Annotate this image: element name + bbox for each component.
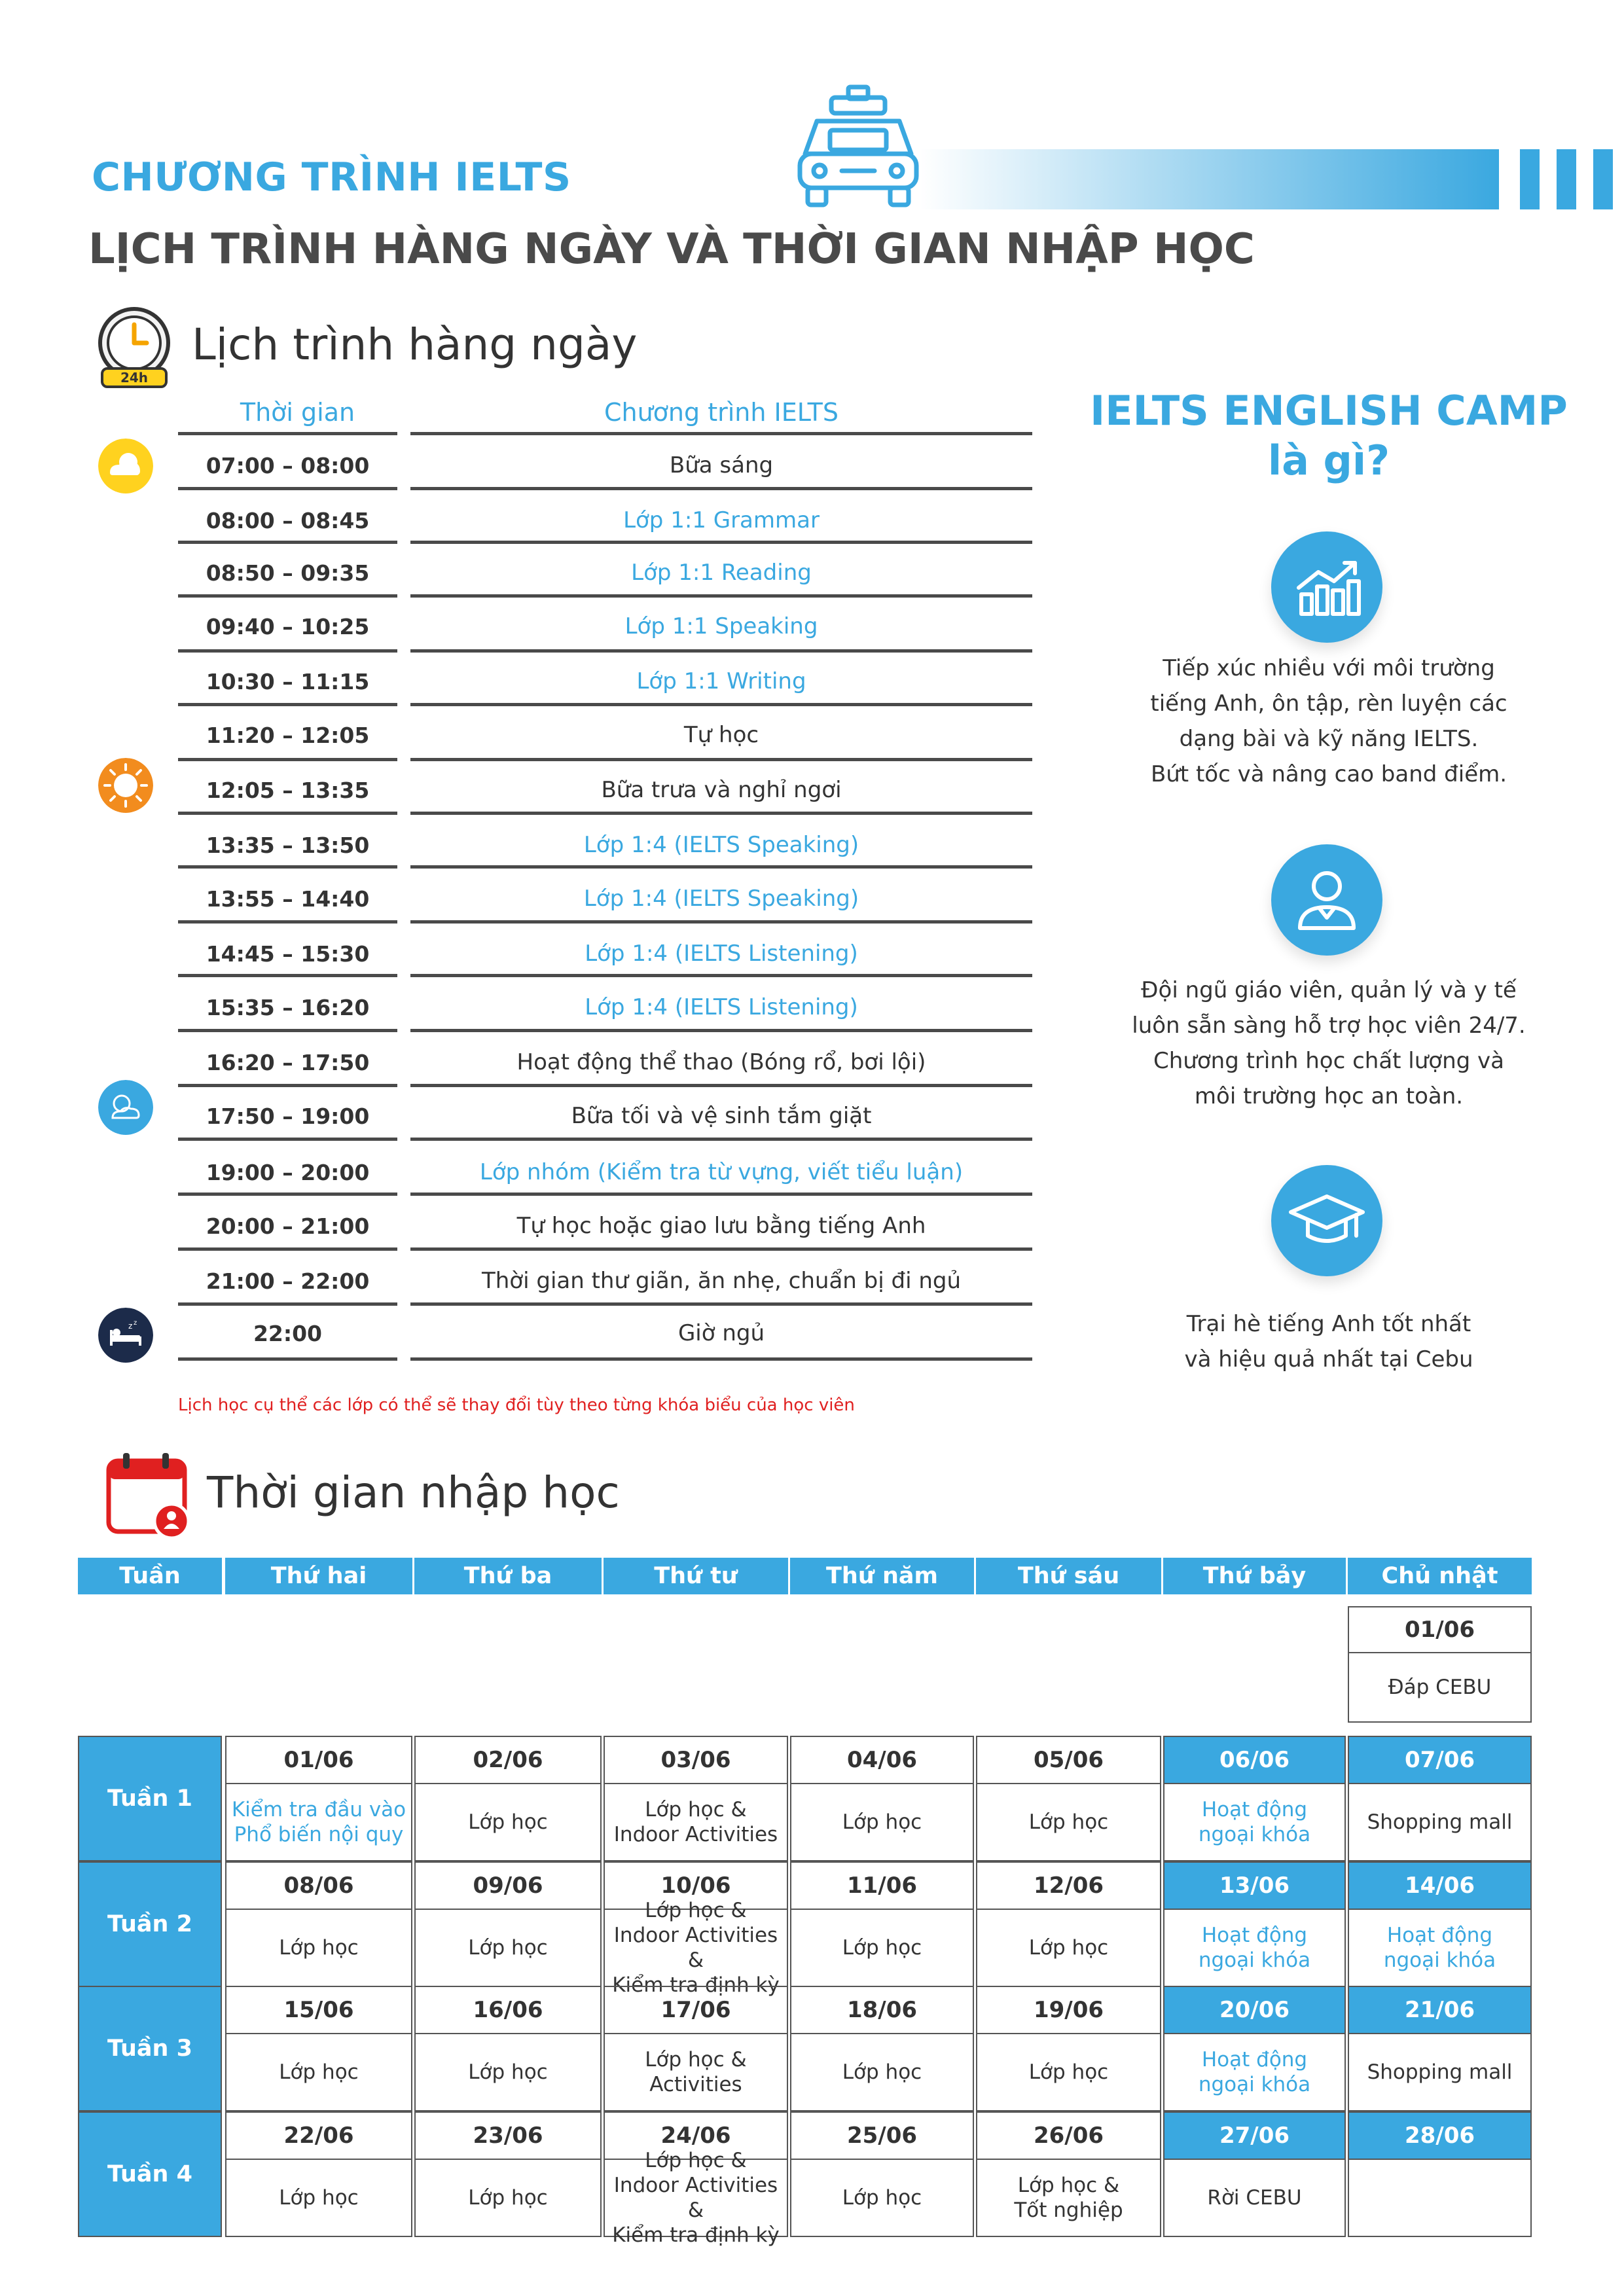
schedule-time: 22:00 bbox=[253, 1320, 323, 1346]
schedule-time: 14:45 – 15:30 bbox=[206, 941, 370, 967]
schedule-separator bbox=[178, 1138, 397, 1141]
feature-circle bbox=[1271, 844, 1382, 956]
camp-title-line1: IELTS ENGLISH CAMP bbox=[1090, 387, 1568, 435]
schedule-separator bbox=[410, 1302, 1032, 1306]
calendar-activity bbox=[790, 2159, 974, 2237]
calendar-date: 18/06 bbox=[790, 1986, 974, 2034]
calendar-date: 04/06 bbox=[790, 1736, 974, 1784]
calendar-cell-line: Lớp học bbox=[468, 2186, 548, 2210]
schedule-separator bbox=[410, 920, 1032, 924]
calendar-activity bbox=[225, 1909, 412, 1987]
calendar-cell-line: Kiểm tra định kỳ bbox=[612, 2223, 780, 2247]
calendar-activity bbox=[1348, 2159, 1532, 2237]
schedule-activity: Lớp 1:4 (IELTS Listening) bbox=[585, 941, 858, 967]
calendar-cell-line: Lớp học bbox=[842, 2186, 922, 2210]
calendar-cell-line: Lớp học bbox=[1028, 2060, 1109, 2084]
header-accent-bar bbox=[1520, 149, 1540, 209]
week-label: Tuần 4 bbox=[78, 2111, 222, 2237]
calendar-date: 26/06 bbox=[976, 2111, 1161, 2160]
calendar-date: 23/06 bbox=[414, 2111, 602, 2160]
schedule-time: 17:50 – 19:00 bbox=[206, 1103, 370, 1129]
schedule-activity: Lớp 1:4 (IELTS Speaking) bbox=[583, 832, 859, 858]
sleep-bed-icon bbox=[98, 1308, 153, 1363]
calendar-cell-line: Lớp học bbox=[842, 1936, 922, 1960]
calendar-date: 24/06 bbox=[604, 2111, 788, 2160]
calendar-activity bbox=[1163, 2033, 1346, 2111]
feature-circle bbox=[1271, 531, 1382, 643]
schedule-separator bbox=[410, 541, 1032, 544]
schedule-time: 07:00 – 08:00 bbox=[206, 452, 370, 478]
feature-circle bbox=[1271, 1165, 1382, 1276]
calendar-cell-line: Lớp học & bbox=[645, 2149, 747, 2172]
schedule-separator bbox=[178, 812, 397, 815]
schedule-separator bbox=[410, 812, 1032, 815]
calendar-cell-line: Lớp học bbox=[1028, 1810, 1109, 1834]
schedule-activity: Tự học hoặc giao lưu bằng tiếng Anh bbox=[516, 1213, 926, 1239]
schedule-time: 21:00 – 22:00 bbox=[206, 1268, 370, 1294]
calendar-date: 10/06 bbox=[604, 1861, 788, 1910]
schedule-activity: Giờ ngủ bbox=[677, 1320, 765, 1346]
calendar-date: 20/06 bbox=[1163, 1986, 1346, 2034]
calendar-cell-line: Activities bbox=[649, 2073, 742, 2096]
calendar-date: 17/06 bbox=[604, 1986, 788, 2034]
schedule-time: 08:00 – 08:45 bbox=[206, 507, 370, 533]
calendar-activity bbox=[976, 2033, 1161, 2111]
calendar-activity bbox=[1348, 2033, 1532, 2111]
schedule-separator bbox=[178, 541, 397, 544]
schedule-col-time: Thời gian bbox=[240, 398, 355, 427]
calendar-date: 05/06 bbox=[976, 1736, 1161, 1784]
feature-text-3: Trại hè tiếng Anh tốt nhất và hiệu quả nhất tại Cebu bbox=[1184, 1311, 1473, 1372]
calendar-cell-line: Lớp học bbox=[842, 1810, 922, 1834]
schedule-separator bbox=[178, 758, 397, 761]
calendar-date: 07/06 bbox=[1348, 1736, 1532, 1784]
schedule-separator bbox=[410, 758, 1032, 761]
calendar-date: 06/06 bbox=[1163, 1736, 1346, 1784]
schedule-separator bbox=[410, 1357, 1032, 1361]
program-kicker: CHƯƠNG TRÌNH IELTS bbox=[92, 154, 571, 200]
calendar-activity bbox=[790, 1909, 974, 1987]
calendar-header-6: Thứ bảy bbox=[1163, 1558, 1346, 1594]
calendar-activity bbox=[604, 2033, 788, 2111]
calendar-activity bbox=[1163, 1783, 1346, 1861]
calendar-activity bbox=[976, 1909, 1161, 1987]
teacher-icon bbox=[1271, 844, 1382, 956]
calendar-activity bbox=[414, 1909, 602, 1987]
calendar-activity bbox=[604, 1899, 788, 1997]
schedule-separator bbox=[178, 865, 397, 869]
calendar-activity bbox=[225, 2159, 412, 2237]
calendar-date: 03/06 bbox=[604, 1736, 788, 1784]
schedule-separator bbox=[410, 1247, 1032, 1251]
schedule-separator bbox=[178, 1357, 397, 1361]
header-accent-bar bbox=[1593, 149, 1613, 209]
schedule-activity: Lớp 1:1 Writing bbox=[636, 668, 806, 694]
svg-text:z: z bbox=[134, 1319, 137, 1327]
calendar-cell-line: Hoạt động bbox=[1201, 1924, 1308, 1947]
schedule-separator bbox=[178, 1193, 397, 1196]
sun-icon bbox=[98, 758, 153, 813]
calendar-date: 08/06 bbox=[225, 1861, 412, 1910]
schedule-activity: Lớp 1:4 (IELTS Speaking) bbox=[583, 886, 859, 912]
schedule-separator bbox=[178, 974, 397, 977]
calendar-cell-line: Lớp học bbox=[279, 2060, 359, 2084]
schedule-col-program: Chương trình IELTS bbox=[604, 398, 839, 427]
arrival-date: 01/06 bbox=[1348, 1606, 1532, 1653]
schedule-activity: Bữa trưa và nghỉ ngơi bbox=[601, 777, 842, 803]
calendar-activity bbox=[414, 2033, 602, 2111]
calendar-activity bbox=[604, 2149, 788, 2247]
schedule-separator bbox=[410, 1138, 1032, 1141]
calendar-header-1: Thứ hai bbox=[225, 1558, 412, 1594]
calendar-activity bbox=[976, 1783, 1161, 1861]
calendar-header-0: Tuần bbox=[78, 1558, 222, 1594]
calendar-activity bbox=[1348, 1783, 1532, 1861]
schedule-time: 08:50 – 09:35 bbox=[206, 560, 370, 586]
calendar-activity bbox=[604, 1783, 788, 1861]
calendar-header-5: Thứ sáu bbox=[976, 1558, 1161, 1594]
calendar-cell-line: ngoại khóa bbox=[1383, 1948, 1496, 1972]
schedule-separator bbox=[410, 432, 1032, 435]
calendar-activity bbox=[1163, 1909, 1346, 1987]
calendar-date: 15/06 bbox=[225, 1986, 412, 2034]
calendar-date: 16/06 bbox=[414, 1986, 602, 2034]
schedule-activity: Tự học bbox=[683, 722, 759, 748]
schedule-activity: Lớp 1:4 (IELTS Listening) bbox=[585, 994, 858, 1020]
calendar-cell-line: Lớp học bbox=[842, 2060, 922, 2084]
schedule-activity: Hoạt động thể thao (Bóng rổ, bơi lội) bbox=[516, 1049, 926, 1075]
calendar-cell-line: Lớp học bbox=[468, 2060, 548, 2084]
calendar-cell-line: Phổ biến nội quy bbox=[234, 1823, 404, 1846]
schedule-activity: Lớp 1:1 Speaking bbox=[624, 613, 818, 639]
calendar-date: 13/06 bbox=[1163, 1861, 1346, 1910]
header-gradient-bar bbox=[920, 149, 1499, 209]
graduation-cap-icon bbox=[1271, 1165, 1382, 1276]
schedule-separator bbox=[410, 1029, 1032, 1032]
calendar-cell-line: Lớp học & bbox=[1017, 2174, 1120, 2197]
calendar-activity bbox=[1348, 1909, 1532, 1987]
calendar-cell-line: ngoại khóa bbox=[1198, 2073, 1311, 2096]
schedule-separator bbox=[410, 487, 1032, 490]
calendar-cell-line: Kiểm tra định kỳ bbox=[612, 1973, 780, 1997]
calendar-header-4: Thứ năm bbox=[790, 1558, 974, 1594]
schedule-time: 11:20 – 12:05 bbox=[206, 722, 370, 748]
calendar-activity bbox=[414, 2159, 602, 2237]
calendar-header-2: Thứ ba bbox=[414, 1558, 602, 1594]
clock-24h-badge: 24h bbox=[120, 370, 149, 386]
calendar-activity bbox=[225, 2033, 412, 2111]
calendar-cell-line: Tốt nghiệp bbox=[1014, 2198, 1123, 2222]
schedule-separator bbox=[410, 649, 1032, 653]
calendar-cell-line: Indoor Activities & bbox=[613, 1924, 778, 1972]
calendar-cell-line: Indoor Activities & bbox=[613, 2174, 778, 2222]
calendar-date: 21/06 bbox=[1348, 1986, 1532, 2034]
calendar-activity bbox=[225, 1783, 412, 1861]
calendar-cell-line: Lớp học & bbox=[645, 2048, 747, 2072]
calendar-cell-line: Lớp học & bbox=[645, 1798, 747, 1821]
sun-cloud-icon bbox=[98, 439, 153, 493]
camp-title-line2: là gì? bbox=[1267, 437, 1390, 484]
schedule-separator bbox=[178, 1029, 397, 1032]
arrival-label: Đáp CEBU bbox=[1348, 1652, 1532, 1723]
schedule-activity: Lớp 1:1 Reading bbox=[631, 560, 812, 586]
calendar-date: 19/06 bbox=[976, 1986, 1161, 2034]
schedule-note: Lịch học cụ thể các lớp có thể sẽ thay đổi tùy theo từng khóa biểu của học viên bbox=[178, 1395, 855, 1415]
feature-text-2: Đội ngũ giáo viên, quản lý và y tế luôn sẵn sàng hỗ trợ học viên 24/7. Chương trình học chất lượng và môi trường học an toàn. bbox=[1132, 977, 1526, 1109]
calendar-activity bbox=[790, 1783, 974, 1861]
schedule-separator bbox=[178, 920, 397, 924]
schedule-activity: Bữa sáng bbox=[669, 452, 774, 478]
calendar-cell-line: Lớp học bbox=[279, 2186, 359, 2210]
schedule-separator bbox=[178, 703, 397, 706]
schedule-separator bbox=[410, 594, 1032, 598]
calendar-date: 14/06 bbox=[1348, 1861, 1532, 1910]
enrollment-calendar bbox=[78, 1558, 1532, 2247]
calendar-activity bbox=[790, 2033, 974, 2111]
schedule-activity: Lớp nhóm (Kiểm tra từ vựng, viết tiểu luận) bbox=[479, 1159, 964, 1185]
schedule-activity: Thời gian thư giãn, ăn nhẹ, chuẩn bị đi ngủ bbox=[481, 1268, 961, 1294]
calendar-cell-line: Lớp học bbox=[468, 1810, 548, 1834]
schedule-time: 10:30 – 11:15 bbox=[206, 668, 370, 694]
schedule-time: 15:35 – 16:20 bbox=[206, 994, 370, 1020]
calendar-cell-line: Hoạt động bbox=[1201, 1798, 1308, 1821]
calendar-activity bbox=[1163, 2159, 1346, 2237]
calendar-cell-line: Shopping mall bbox=[1367, 2060, 1513, 2084]
schedule-separator bbox=[178, 432, 397, 435]
schedule-separator bbox=[410, 1193, 1032, 1196]
calendar-cell-line: Lớp học bbox=[279, 1936, 359, 1960]
calendar-cell-line: Lớp học bbox=[468, 1936, 548, 1960]
calendar-activity bbox=[414, 1783, 602, 1861]
calendar-header-3: Thứ tư bbox=[604, 1558, 788, 1594]
calendar-cell-line: Rời CEBU bbox=[1207, 2186, 1302, 2210]
schedule-time: 16:20 – 17:50 bbox=[206, 1049, 370, 1075]
schedule-separator bbox=[410, 865, 1032, 869]
svg-text:z: z bbox=[128, 1321, 133, 1331]
calendar-cell-line: Shopping mall bbox=[1367, 1810, 1513, 1834]
calendar-cell-line: Kiểm tra đầu vào bbox=[231, 1798, 406, 1821]
schedule-separator bbox=[410, 703, 1032, 706]
calendar-cell-line: Lớp học & bbox=[645, 1899, 747, 1922]
schedule-time: 19:00 – 20:00 bbox=[206, 1159, 370, 1185]
camp-title bbox=[1074, 386, 1584, 486]
schedule-time: 09:40 – 10:25 bbox=[206, 613, 370, 639]
growth-chart-icon bbox=[1271, 531, 1382, 643]
schedule-separator bbox=[410, 974, 1032, 977]
calendar-icon bbox=[103, 1449, 195, 1541]
schedule-time: 12:05 – 13:35 bbox=[206, 777, 370, 803]
schedule-separator bbox=[178, 487, 397, 490]
page-title: LỊCH TRÌNH HÀNG NGÀY VÀ THỜI GIAN NHẬP HỌC bbox=[88, 225, 1255, 274]
schedule-activity: Lớp 1:1 Grammar bbox=[623, 507, 820, 533]
calendar-cell-line: Hoạt động bbox=[1386, 1924, 1493, 1947]
enrollment-heading: Thời gian nhập học bbox=[207, 1467, 620, 1518]
daily-schedule-heading: Lịch trình hàng ngày bbox=[192, 319, 638, 370]
calendar-date: 28/06 bbox=[1348, 2111, 1532, 2160]
calendar-header-7: Chủ nhật bbox=[1348, 1558, 1532, 1594]
calendar-cell-line: Hoạt động bbox=[1201, 2048, 1308, 2072]
calendar-date: 09/06 bbox=[414, 1861, 602, 1910]
schedule-activity: Bữa tối và vệ sinh tắm giặt bbox=[571, 1103, 872, 1129]
calendar-cell-line: Lớp học bbox=[1028, 1936, 1109, 1960]
evening-cloud-icon bbox=[98, 1080, 153, 1135]
calendar-cell-line: Indoor Activities bbox=[613, 1823, 778, 1846]
schedule-time: 20:00 – 21:00 bbox=[206, 1213, 370, 1239]
week-label: Tuần 3 bbox=[78, 1986, 222, 2111]
schedule-separator bbox=[178, 649, 397, 653]
schedule-separator bbox=[178, 1247, 397, 1251]
calendar-date: 11/06 bbox=[790, 1861, 974, 1910]
calendar-date: 27/06 bbox=[1163, 2111, 1346, 2160]
feature-text-1: Tiếp xúc nhiều với môi trường tiếng Anh, ôn tập, rèn luyện các dạng bài và kỹ năng IELTS. Bứt tốc và nâng cao band điểm. bbox=[1150, 655, 1507, 787]
schedule-time: 13:55 – 14:40 bbox=[206, 886, 370, 912]
week-label: Tuần 2 bbox=[78, 1861, 222, 1987]
schedule-separator bbox=[410, 1084, 1032, 1087]
schedule-separator bbox=[178, 1302, 397, 1306]
calendar-date: 25/06 bbox=[790, 2111, 974, 2160]
week-label: Tuần 1 bbox=[78, 1736, 222, 1861]
schedule-separator bbox=[178, 594, 397, 598]
calendar-date: 02/06 bbox=[414, 1736, 602, 1784]
car-icon bbox=[791, 82, 926, 217]
calendar-cell-line: ngoại khóa bbox=[1198, 1823, 1311, 1846]
header-accent-bar bbox=[1557, 149, 1576, 209]
calendar-date: 01/06 bbox=[225, 1736, 412, 1784]
calendar-activity bbox=[976, 2159, 1161, 2237]
calendar-date: 12/06 bbox=[976, 1861, 1161, 1910]
calendar-date: 22/06 bbox=[225, 2111, 412, 2160]
schedule-time: 13:35 – 13:50 bbox=[206, 832, 370, 858]
schedule-separator bbox=[178, 1084, 397, 1087]
calendar-cell-line: ngoại khóa bbox=[1198, 1948, 1311, 1972]
